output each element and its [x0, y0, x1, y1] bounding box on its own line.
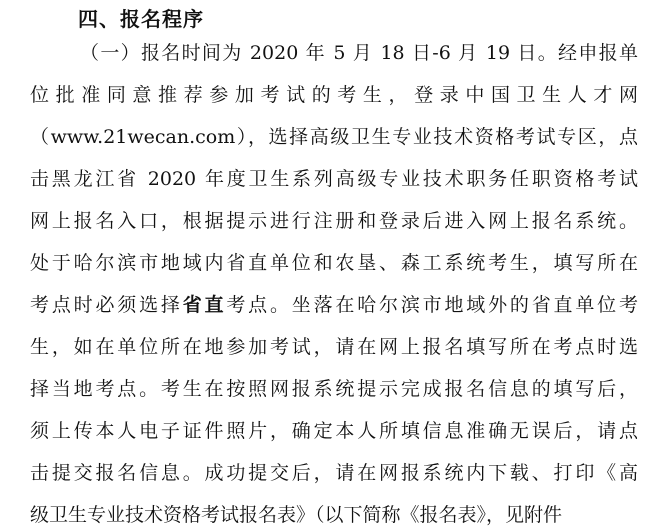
paragraph-line-7 [30, 292, 638, 318]
section-heading: 四、报名程序 [78, 7, 204, 31]
emphasized-text: 省直 [182, 294, 227, 316]
paragraph-line-7-part-1: 考点时必须选择 [30, 294, 183, 316]
paragraph-line-8: 生，如在单位所在地参加考试，请在网上报名填写所在考点时选 [30, 336, 638, 358]
paragraph-line-9: 择当地考点。考生在按照网报系统提示完成报名信息的填写后， [30, 378, 638, 400]
paragraph-line-5: 网上报名入口，根据提示进行注册和登录后进入网上报名系统。 [30, 210, 638, 232]
paragraph-line-4: 击黑龙江省 2020 年度卫生系列高级专业技术职务任职资格考试 [30, 168, 638, 190]
paragraph-line-1: （一）报名时间为 2020 年 5 月 18 日-6 月 19 日。经申报单 [80, 42, 638, 64]
paragraph-line-12: 级卫生专业技术资格考试报名表》（以下简称《报名表》，见附件 [30, 504, 563, 526]
paragraph-line-2: 位批准同意推荐参加考试的考生，登录中国卫生人才网 [30, 84, 638, 106]
paragraph-line-6: 处于哈尔滨市地域内省直单位和农垦、森工系统考生，填写所在 [30, 252, 638, 274]
paragraph-line-3: （www.21wecan.com），选择高级卫生专业技术资格考试专区，点 [30, 126, 638, 148]
paragraph-line-7-part-2: 考点。坐落在哈尔滨市地域外的省直单位考 [226, 294, 638, 316]
paragraph-line-11: 击提交报名信息。成功提交后，请在网报系统内下载、打印《高 [30, 462, 638, 484]
paragraph-line-10: 须上传本人电子证件照片，确定本人所填信息准确无误后，请点 [30, 420, 638, 442]
